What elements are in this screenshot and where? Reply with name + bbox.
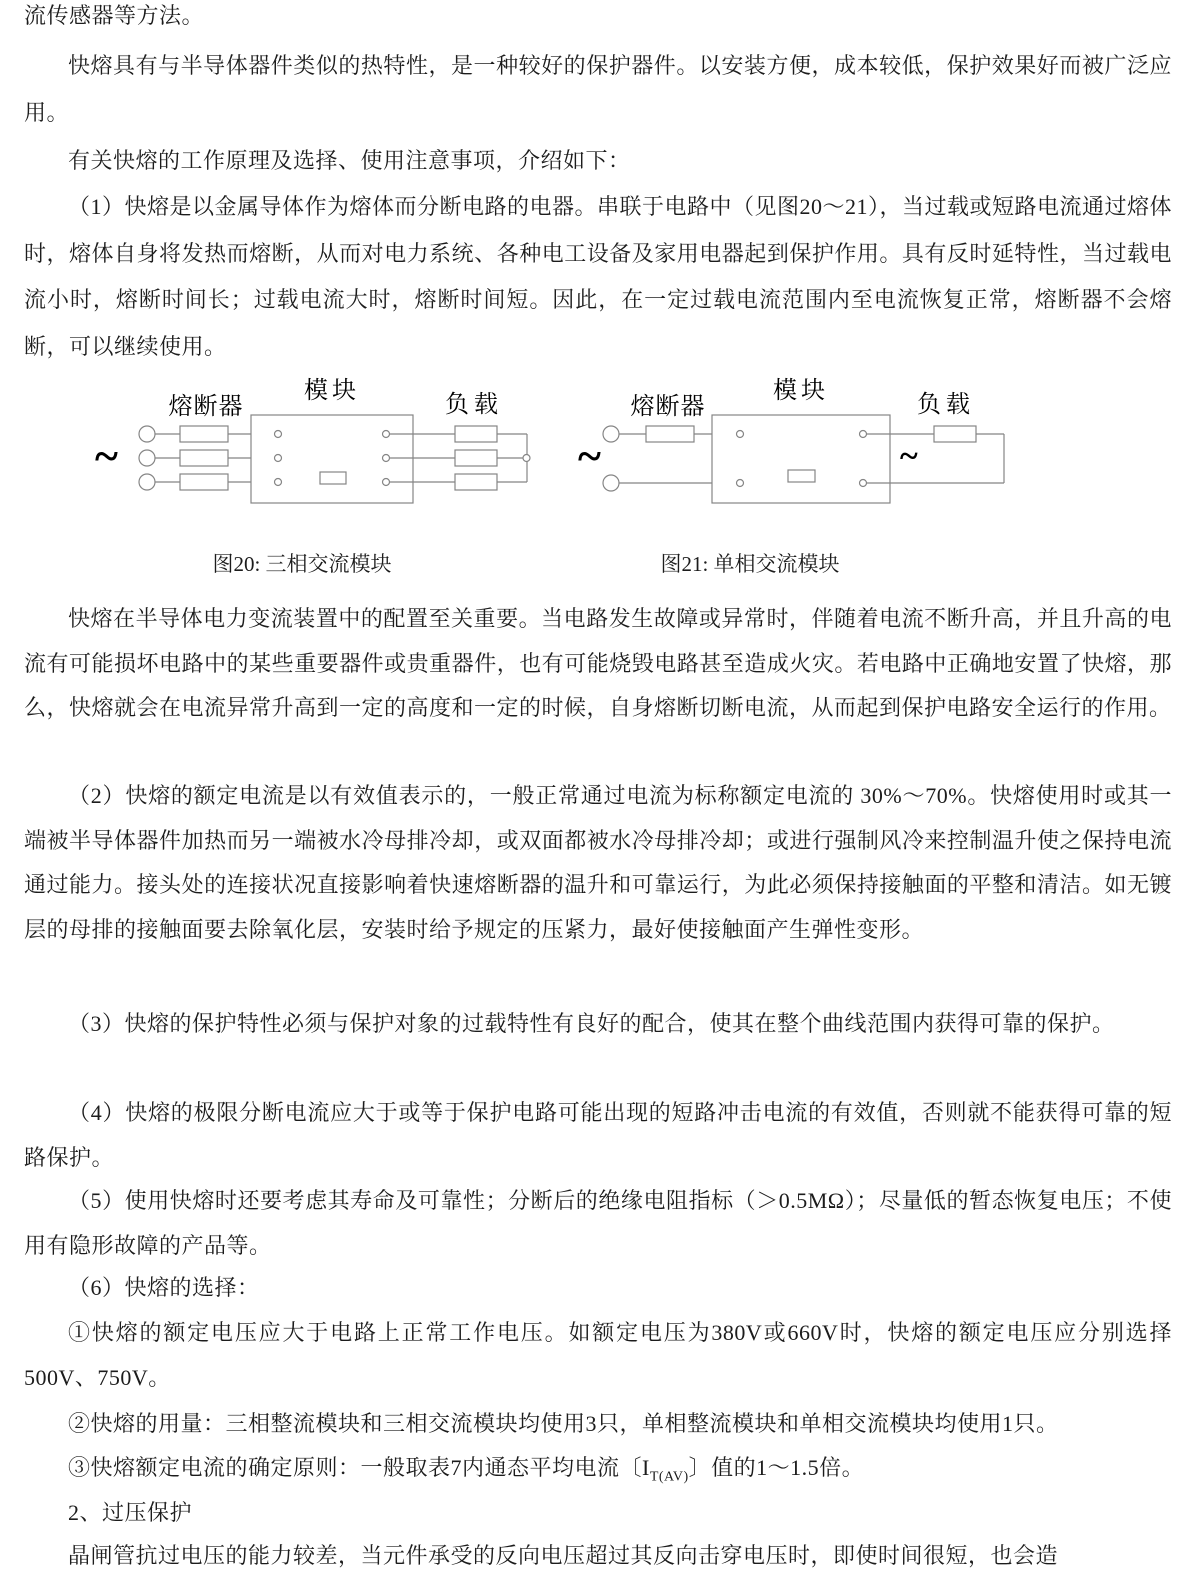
fuse-label: 熔断器 [168,394,244,420]
paragraph: 流传感器等方法。 [24,3,205,28]
ac-output-symbol: ~ [900,438,918,475]
module-pin [383,431,390,438]
paragraph: 快熔在半导体电力变流装置中的配置至关重要。当电路发生故障或异常时，伴随着电流不断升高，并且升高的电流有可能损坏电路中的某些重要器件或贵重器件，也有可能烧毁电路甚至造成火灾。若电路中正确地安置了快熔，那么，快熔就会在电流异常升高到一定的高度和一定的时候，自身熔断切断电流，从而起到保护电路安全运行的作用。 [24,606,1172,720]
paragraph: （3）快熔的保护特性必须与保护对象的过载特性有良好的配合，使其在整个曲线范围内获得可靠的保护。 [68,1011,1115,1036]
module-label: 模块 [304,378,360,404]
node-terminal [523,455,530,462]
terminal-icon [139,450,155,466]
load-symbol [455,474,497,490]
fuse-symbol [180,426,228,442]
fig21-diagram [578,377,1004,503]
fig20-diagram [95,377,530,503]
formula-pre: ③快熔额定电流的确定原则：一般取表7内通态平均电流〔I [68,1455,650,1480]
module-pin [860,480,867,487]
load-label: 负载 [445,392,503,418]
figure-row [0,370,1200,520]
module-pin [860,431,867,438]
paragraph: （6）快熔的选择： [68,1275,260,1300]
ac-source-symbol: ~ [578,432,601,481]
terminal-icon [139,426,155,442]
module-control-block [788,470,815,482]
fuse-symbol [180,450,228,466]
module-pin [383,479,390,486]
module-pin [737,431,744,438]
paragraph-formula [24,1446,1172,1491]
ac-source-symbol: ~ [95,432,118,481]
paragraph: （1）快熔是以金属导体作为熔体而分断电路的电器。串联于电路中（见图20～21），当过载或短路电流通过熔体时，熔体自身将发热而熔断，从而对电力系统、各种电工设备及家用电器起到保护作用。具有反时延特性，当过载电流小时，熔断时间长；过载电流大时，熔断时间短。因此，在一定过载电流范围内至电流恢复正常，熔断器不会熔断，可以继续使用。 [24,194,1173,359]
module-pin [275,479,282,486]
load-symbol [455,426,497,442]
module-control-block [320,472,346,484]
paragraph: ①快熔的额定电压应大于电路上正常工作电压。如额定电压为380V或660V时，快熔的额定电压应分别选择500V、750V。 [24,1320,1172,1390]
load-symbol [455,450,497,466]
formula-subscript: T(AV) [649,1469,689,1485]
module-pin [275,455,282,462]
section-heading: 2、过压保护 [68,1500,193,1525]
paragraph: 晶闸管抗过电压的能力较差，当元件承受的反向电压超过其反向击穿电压时，即使时间很短，也会造 [68,1543,1059,1568]
formula-post: 〕值的1～1.5倍。 [688,1455,865,1480]
circuit-diagrams [0,370,1200,520]
terminal-icon [603,475,619,491]
paragraph: ②快熔的用量：三相整流模块和三相交流模块均使用3只，单相整流模块和单相交流模块均使用1只。 [68,1411,1059,1436]
module-box [712,415,890,503]
module-pin [383,455,390,462]
module-label: 模块 [773,378,829,404]
load-label: 负载 [917,392,975,418]
paragraph: （5）使用快熔时还要考虑其寿命及可靠性；分断后的绝缘电阻指标（＞0.5MΩ）；尽量低的暂态恢复电压；不使用有隐形故障的产品等。 [24,1188,1172,1258]
paragraph: 快熔具有与半导体器件类似的热特性，是一种较好的保护器件。以安装方便，成本较低，保护效果好而被广泛应用。 [24,53,1172,125]
terminal-icon [139,474,155,490]
load-symbol [934,426,976,442]
paragraph: 有关快熔的工作原理及选择、使用注意事项，介绍如下： [68,148,631,173]
module-pin [737,480,744,487]
fuse-symbol [646,426,694,442]
fuse-label: 熔断器 [630,394,706,420]
fig20-caption: 图20: 三相交流模块 [212,552,392,576]
paragraph: （2）快熔的额定电流是以有效值表示的，一般正常通过电流为标称额定电流的 30%～70%。快熔使用时或其一端被半导体器件加热而另一端被水冷母排冷却，或双面都被水冷母排冷却；或进行强制风冷来控制温升使之保持电流通过能力。接头处的连接状况直接影响着快速熔断器的温升和可靠运行，为此必须保持接触面的平整和清洁。如无镀层的母排的接触面要去除氧化层，安装时给予规定的压紧力，最好使接触面产生弹性变形。 [24,783,1172,942]
fuse-symbol [180,474,228,490]
fig21-caption: 图21: 单相交流模块 [660,552,840,576]
module-pin [275,431,282,438]
paragraph: （4）快熔的极限分断电流应大于或等于保护电路可能出现的短路冲击电流的有效值，否则就不能获得可靠的短路保护。 [24,1100,1172,1170]
terminal-icon [603,426,619,442]
